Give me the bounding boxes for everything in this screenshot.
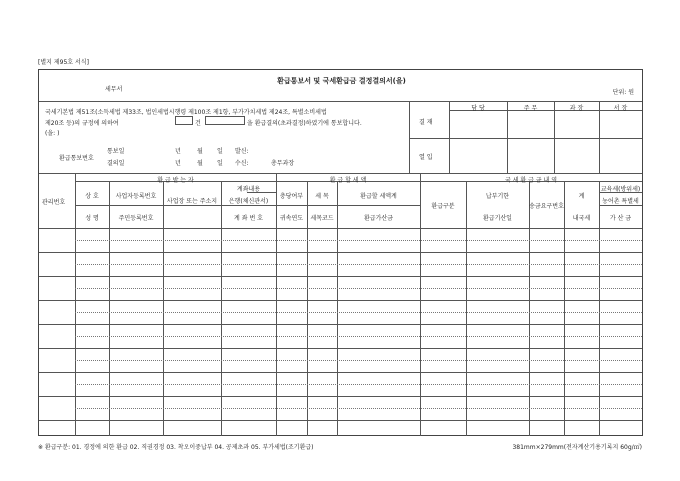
- remittance-no-header: 송금요구번호: [529, 203, 564, 210]
- year-label: 년: [175, 148, 181, 155]
- table-head-bottom-line: [39, 228, 642, 229]
- seal-label: 열 입: [419, 154, 433, 161]
- trade-name-header: 상 호: [85, 193, 99, 200]
- form-label: [별지 제95호 서식]: [38, 59, 89, 66]
- refund-form: [38, 69, 643, 436]
- approval-col-staff: 담 당: [471, 105, 485, 112]
- table-subhead-line: [599, 205, 642, 206]
- education-tax-header: 교육세(방위세): [600, 186, 641, 193]
- refund-type-header: 환급구분: [431, 203, 455, 210]
- row-divider: [75, 288, 642, 289]
- due-date-header: 납부기한: [485, 193, 510, 200]
- row-line: [39, 372, 642, 373]
- day-label: 일: [217, 148, 223, 155]
- rural-special-tax-header: 농어촌 특별세: [602, 198, 639, 205]
- unit-label: 단위: 원: [612, 89, 634, 96]
- notice-date-label: 통보일: [107, 148, 125, 155]
- row-line: [39, 276, 642, 277]
- col-line: [529, 181, 530, 436]
- notice-line1: 국세기본법 제51조(소득세법 제33조, 법인세법시행령 제100조 제1항, 부가가치세법 제24조, 특별소비세법: [45, 109, 327, 116]
- row-line: [39, 420, 642, 421]
- attribution-year-header: 귀속연도: [279, 215, 304, 222]
- table-subhead-line: [75, 205, 420, 206]
- row-divider: [75, 336, 642, 337]
- approval-label: 결 재: [419, 119, 433, 126]
- recipient-group-header: 환 급 받 는 자: [157, 177, 194, 184]
- refund-interest-header: 환급가산금: [364, 215, 393, 222]
- approval-col-senior: 주 무: [523, 105, 538, 112]
- bank-header: 은행(체신관서): [228, 198, 269, 205]
- tax-code-header: 세목코드: [310, 215, 334, 222]
- receiver-label: 수신:: [235, 160, 249, 167]
- row-divider: [75, 408, 642, 409]
- tax-office-label: 세무서: [105, 86, 123, 93]
- row-divider: [75, 264, 642, 265]
- divider: [409, 101, 410, 173]
- count-unit: 건: [195, 120, 201, 127]
- count-box: [175, 116, 193, 125]
- row-line: [39, 252, 642, 253]
- refund-amount-group-header: 환 급 할 세 액: [329, 177, 367, 184]
- interest-header: 가 산 금: [609, 215, 632, 222]
- account-no-header: 계 좌 번 호: [234, 215, 263, 222]
- row-line: [39, 324, 642, 325]
- domestic-tax-header: 내국세: [572, 215, 591, 222]
- refund-detail-group-header: 국 세 환 급 금 내 역: [504, 177, 557, 184]
- mgmt-no-header: 관리번호: [42, 199, 66, 206]
- account-info-header: 계좌내용: [236, 186, 261, 193]
- notice-line3: (을: ): [45, 130, 60, 137]
- form-title: 환급통보서 및 국세환급금 결정결의서(을): [277, 77, 406, 85]
- header-line: [39, 101, 642, 102]
- offset-header: 충당여부: [279, 193, 304, 200]
- row-line: [39, 300, 642, 301]
- total-header: 계: [578, 193, 585, 200]
- day-label: 일: [217, 160, 223, 167]
- year-label: 년: [175, 160, 181, 167]
- month-label: 월: [197, 148, 203, 155]
- decision-date-label: 결의일: [107, 160, 125, 167]
- person-name-header: 성 명: [85, 215, 99, 222]
- notice-line2: 제20조 등)의 규정에 의하여: [45, 120, 119, 127]
- table-top-line: [39, 173, 642, 174]
- address-header: 사업장 또는 주소지: [166, 198, 218, 205]
- col-line: [163, 181, 164, 436]
- footer-note: ※ 환급구분: 01. 경정에 의한 환급 02. 직권경정 03. 착오이중납부 04. 공제초과 05. 부가세법(조기환급): [38, 444, 314, 451]
- refund-start-date-header: 환급기산일: [483, 215, 512, 222]
- notice-no-label: 환급통보번호: [59, 155, 94, 162]
- resident-reg-no-header: 주민등록번호: [118, 215, 154, 222]
- row-divider: [75, 360, 642, 361]
- refund-total-header: 환급할 세액계: [360, 193, 397, 200]
- receiver-value: 총무과장: [271, 160, 295, 167]
- notice-line2-tail: 을 환급결의(초과결정)하였기에 통보합니다.: [247, 120, 362, 127]
- month-label: 월: [197, 160, 203, 167]
- row-divider: [75, 240, 642, 241]
- approval-col-director: 서 장: [613, 105, 628, 112]
- sender-label: 발신:: [235, 148, 249, 155]
- approval-bottom-line: [409, 138, 642, 139]
- row-divider: [75, 384, 642, 385]
- row-line: [39, 396, 642, 397]
- paper-size-note: 381mm×279mm(전자계산기용기록지 60g/㎡): [512, 444, 642, 451]
- amount-box: [205, 116, 245, 125]
- row-divider: [75, 312, 642, 313]
- tax-item-header: 세 목: [315, 193, 329, 200]
- biz-reg-no-header: 사업자등록번호: [115, 193, 157, 200]
- row-line: [39, 348, 642, 349]
- approval-col-chief: 과 장: [569, 105, 584, 112]
